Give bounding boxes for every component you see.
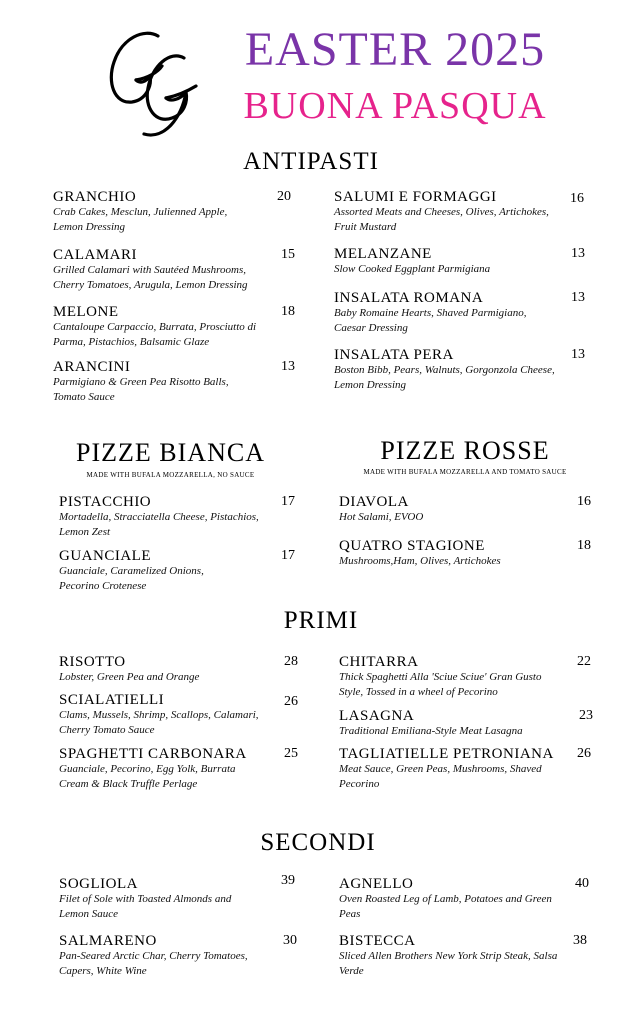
menu-item	[334, 189, 584, 235]
item-description: Assorted Meats and Cheeses, Olives, Artichokes, Fruit Mustard	[334, 206, 549, 233]
item-price: 39	[281, 873, 295, 888]
item-description: Guanciale, Caramelized Onions, Pecorino Crotenese	[59, 565, 204, 592]
item-price: 13	[571, 290, 585, 305]
item-name: MELANZANE	[334, 246, 432, 262]
item-price: 17	[281, 494, 295, 509]
item-description: Meat Sauce, Green Peas, Mushrooms, Shaved Pecorino	[339, 763, 542, 790]
menu-item	[59, 873, 309, 922]
item-description: Mushrooms,Ham, Olives, Artichokes	[339, 555, 501, 567]
item-description: Thick Spaghetti Alla 'Sciue Sciue' Gran Gusto Style, Tossed in a wheel of Pecorino	[339, 671, 542, 698]
item-description: Clams, Mussels, Shrimp, Scallops, Calamari, Cherry Tomato Sauce	[59, 709, 259, 736]
item-price: 17	[281, 548, 295, 563]
item-name: TAGLIATIELLE PETRONIANA	[339, 746, 554, 762]
item-description: Traditional Emiliana-Style Meat Lasagna	[339, 725, 523, 737]
menu-item	[339, 654, 601, 700]
item-name: AGNELLO	[339, 876, 414, 892]
item-name: SCIALATIELLI	[59, 692, 165, 708]
item-description: Cantaloupe Carpaccio, Burrata, Prosciutto di Parma, Pistachios, Balsamic Glaze	[53, 321, 257, 348]
item-name: SPAGHETTI CARBONARA	[59, 746, 247, 762]
item-description: Lobster, Green Pea and Orange	[59, 671, 200, 683]
item-price: 15	[281, 247, 295, 262]
item-price: 22	[577, 654, 591, 669]
menu-item	[339, 746, 601, 792]
item-price: 30	[283, 933, 297, 948]
item-price: 16	[577, 494, 591, 509]
item-description: Slow Cooked Eggplant Parmigiana	[334, 263, 491, 275]
item-name: INSALATA ROMANA	[334, 290, 484, 306]
item-price: 20	[277, 189, 291, 204]
item-name: SOGLIOLA	[59, 876, 138, 892]
menu-item	[339, 933, 601, 979]
menu-item	[53, 359, 298, 405]
item-name: GRANCHIO	[53, 189, 137, 205]
menu-item	[334, 290, 584, 336]
item-name: RISOTTO	[59, 654, 126, 670]
menu-item	[59, 548, 304, 594]
menu-title: EASTER 2025	[244, 23, 546, 76]
item-description: Oven Roasted Leg of Lamb, Potatoes and Green Peas	[339, 893, 552, 920]
item-description: Guanciale, Pecorino, Egg Yolk, Burrata Cream & Black Truffle Perlage	[59, 763, 236, 790]
item-price: 13	[571, 347, 585, 362]
item-description: Boston Bibb, Pears, Walnuts, Gorgonzola Cheese, Lemon Dressing	[334, 364, 555, 391]
item-description: Pan-Seared Arctic Char, Cherry Tomatoes, Capers, White Wine	[59, 950, 248, 977]
section-title-primi: PRIMI	[283, 607, 359, 634]
section-title-secondi: SECONDI	[260, 829, 376, 856]
item-description: Crab Cakes, Mesclun, Julienned Apple, Lemon Dressing	[53, 206, 228, 233]
item-price: 26	[284, 694, 298, 709]
section-title-antipasti: ANTIPASTI	[243, 148, 379, 175]
item-price: 26	[577, 746, 591, 761]
item-name: GUANCIALE	[59, 548, 151, 564]
section-note-pizze-bianca: MADE WITH BUFALA MOZZARELLA, NO SAUCE	[86, 471, 255, 479]
menu-item	[59, 692, 309, 738]
item-price: 38	[573, 933, 587, 948]
item-price: 28	[284, 654, 298, 669]
section-title-pizze-rosse: PIZZE ROSSE	[380, 436, 550, 465]
item-name: CALAMARI	[53, 247, 138, 263]
item-name: PISTACCHIO	[59, 494, 152, 510]
item-price: 13	[571, 246, 585, 261]
menu-item	[334, 246, 584, 277]
menu-item	[53, 189, 298, 235]
section-title-pizze-bianca: PIZZE BIANCA	[76, 438, 265, 467]
menu-item	[334, 347, 584, 393]
item-description: Grilled Calamari with Sautéed Mushrooms, Cherry Tomatoes, Arugula, Lemon Dressing	[53, 264, 248, 291]
item-name: SALUMI E FORMAGGI	[334, 189, 497, 205]
menu-item	[53, 304, 298, 350]
item-name: DIAVOLA	[339, 494, 409, 510]
item-name: INSALATA PERA	[334, 347, 454, 363]
menu-item	[59, 654, 309, 685]
item-price: 40	[575, 876, 589, 891]
menu-item	[339, 494, 599, 525]
item-name: CHITARRA	[339, 654, 419, 670]
item-price: 16	[570, 191, 584, 206]
menu-item	[53, 247, 298, 293]
item-name: ARANCINI	[53, 359, 131, 375]
item-description: Baby Romaine Hearts, Shaved Parmigiano, Caesar Dressing	[334, 307, 527, 334]
section-note-pizze-rosse: MADE WITH BUFALA MOZZARELLA AND TOMATO SAUCE	[363, 468, 567, 476]
gg-monogram-logo	[100, 22, 210, 142]
menu-item	[339, 876, 601, 922]
item-name: SALMARENO	[59, 933, 157, 949]
menu-item	[59, 494, 304, 540]
item-description: Filet of Sole with Toasted Almonds and Lemon Sauce	[59, 893, 232, 920]
item-description: Parmigiano & Green Pea Risotto Balls, Tomato Sauce	[53, 376, 229, 403]
menu-subtitle: BUONA PASQUA	[243, 85, 547, 127]
menu-item	[339, 538, 599, 569]
menu-item	[59, 746, 309, 792]
item-name: QUATRO STAGIONE	[339, 538, 485, 554]
item-description: Hot Salami, EVOO	[339, 511, 424, 523]
item-name: LASAGNA	[339, 708, 415, 724]
item-description: Mortadella, Stracciatella Cheese, Pistachios, Lemon Zest	[59, 511, 259, 538]
menu-item	[59, 933, 309, 979]
item-price: 25	[284, 746, 298, 761]
item-name: BISTECCA	[339, 933, 416, 949]
item-price: 23	[579, 708, 593, 723]
item-price: 18	[281, 304, 295, 319]
menu-item	[339, 708, 601, 739]
item-name: MELONE	[53, 304, 119, 320]
item-description: Sliced Allen Brothers New York Strip Steak, Salsa Verde	[339, 950, 558, 977]
item-price: 13	[281, 359, 295, 374]
item-price: 18	[577, 538, 591, 553]
